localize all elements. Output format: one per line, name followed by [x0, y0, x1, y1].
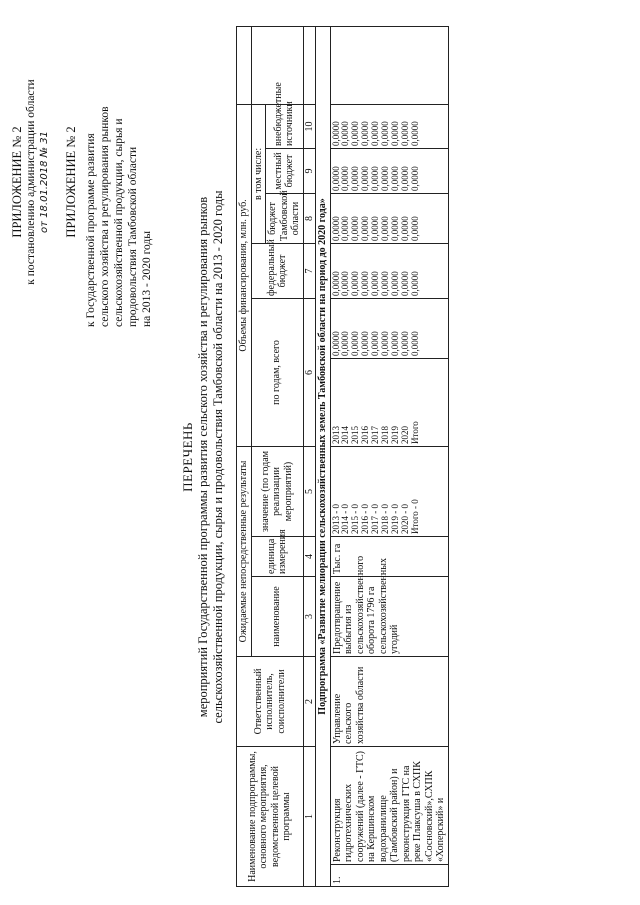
list-item: 2013 — [330, 425, 341, 444]
list-item: 0,0000 — [340, 271, 351, 296]
appendix-title: ПРИЛОЖЕНИЕ № 2 — [10, 126, 24, 238]
list-item: 0,0000 — [389, 331, 400, 356]
rotated-content — [4, 27, 604, 887]
section-title: Подпрограмма «Развитие мелиорации сельскохозяйственных земель Тамбовской области на период до 2020 года» — [316, 26, 331, 886]
header-result-name: наименование — [251, 576, 303, 656]
list-item: 0,0000 — [370, 331, 381, 356]
program-line: к Государственной программе развития — [85, 133, 97, 327]
list-item: 0,0000 — [370, 271, 381, 296]
list-item: 2020 — [399, 425, 410, 444]
list-item: 0,0000 — [330, 166, 341, 191]
list-item: 0,0000 — [350, 216, 361, 241]
list-item: 0,0000 — [330, 121, 341, 146]
list-item: 0,0000 — [389, 121, 400, 146]
program-line: продовольствия Тамбовской области — [127, 146, 139, 327]
list-item: 0,0000 — [370, 216, 381, 241]
row-name: Реконструкция гидротехнических сооружений (далее - ГТС) на Кершинском водохранилище (Тамбовский район) и реконструкция ГТС на реке Плаксуша в СХПК «Сосновский»,СХПК «Хоперский» и — [330, 746, 448, 864]
row-result-name: Предотвращение выбытия из сельскохозяйственного оборота 1796 га сельскохозяйственных угодий — [330, 576, 448, 656]
header-executor: Ответственный исполнитель, соисполнители — [237, 656, 304, 746]
header-expected-results: Ожидаемые непосредственные результаты — [237, 446, 252, 656]
column-number: 5 — [303, 446, 316, 536]
list-item: 0,0000 — [409, 121, 420, 146]
list-item: 0,0000 — [360, 331, 371, 356]
program-line: сельскохозяйственной продукции, сырья и — [113, 118, 125, 327]
column-number: 8 — [303, 193, 316, 243]
program-line: на 2013 - 2020 годы — [141, 230, 153, 327]
header-unit: единица измерения — [251, 536, 303, 576]
header-empty — [303, 26, 316, 104]
row-by-years-total — [330, 298, 448, 358]
list-item: 0,0000 — [370, 121, 381, 146]
decree-line: к постановлению администрации области — [25, 79, 37, 285]
column-number: 4 — [303, 536, 316, 576]
list-item: 0,0000 — [330, 216, 341, 241]
table-row — [330, 26, 448, 886]
document-title: ПЕРЕЧЕНЬ — [180, 422, 195, 492]
list-item: 0,0000 — [350, 121, 361, 146]
list-item: 0,0000 — [370, 166, 381, 191]
handwritten-date: от 18.01.2018 № 31 — [39, 131, 50, 233]
list-item: 2014 - 0 — [340, 503, 351, 534]
list-item: 0,0000 — [350, 271, 361, 296]
list-item: 0,0000 — [389, 216, 400, 241]
list-item: 2013 - 0 — [330, 503, 341, 534]
row-federal — [330, 243, 448, 298]
list-item: 0,0000 — [409, 331, 420, 356]
column-number: 9 — [303, 148, 316, 193]
column-number: 1 — [303, 746, 316, 886]
column-number: 7 — [303, 243, 316, 298]
list-item: 0,0000 — [380, 271, 391, 296]
list-item: Итого — [409, 421, 420, 444]
list-item: 0,0000 — [340, 166, 351, 191]
appendix-title-2: ПРИЛОЖЕНИЕ № 2 — [64, 126, 78, 238]
column-number: 6 — [303, 298, 316, 446]
list-item: 0,0000 — [389, 271, 400, 296]
list-item: 0,0000 — [399, 121, 410, 146]
row-unit: Тыс. га — [330, 536, 448, 576]
list-item: 0,0000 — [360, 166, 371, 191]
row-empty — [330, 26, 448, 104]
list-item: 0,0000 — [409, 166, 420, 191]
list-item: 0,0000 — [350, 166, 361, 191]
list-item: 2015 — [350, 425, 361, 444]
list-item: 2016 - 0 — [360, 503, 371, 534]
list-item: 2020 - 0 — [399, 503, 410, 534]
list-item: 0,0000 — [340, 216, 351, 241]
list-item: 0,0000 — [380, 331, 391, 356]
column-number: 3 — [303, 576, 316, 656]
list-item: 0,0000 — [399, 271, 410, 296]
header-local: местный бюджет — [266, 148, 304, 193]
row-extra — [330, 104, 448, 148]
list-item: 2018 — [380, 425, 391, 444]
row-executor: Управление сельского хозяйства области — [330, 656, 448, 746]
row-number: 1. — [330, 865, 448, 887]
header-row — [237, 26, 252, 886]
list-item: 2016 — [360, 425, 371, 444]
program-line: сельского хозяйства и регулирования рынков — [99, 106, 111, 327]
header-extra: внебюджетные источники — [266, 104, 304, 148]
list-item: 0,0000 — [409, 271, 420, 296]
list-item: 0,0000 — [340, 121, 351, 146]
list-item: 2014 — [340, 425, 351, 444]
header-by-years: по годам, всего — [251, 298, 303, 446]
list-item: 2017 — [370, 425, 381, 444]
list-item: 0,0000 — [380, 216, 391, 241]
list-item: 2015 - 0 — [350, 503, 361, 534]
header-empty — [237, 26, 252, 104]
list-item: 0,0000 — [330, 271, 341, 296]
header-value: значение (по годам реализации мероприятий) — [251, 446, 303, 536]
list-item: 0,0000 — [399, 331, 410, 356]
list-item: 0,0000 — [330, 331, 341, 356]
list-item: 0,0000 — [360, 121, 371, 146]
list-item: 2019 — [389, 425, 400, 444]
list-item: 0,0000 — [409, 216, 420, 241]
list-item: 0,0000 — [389, 166, 400, 191]
list-item: 0,0000 — [350, 331, 361, 356]
appendix-header — [10, 37, 154, 327]
row-regional — [330, 193, 448, 243]
list-item: 0,0000 — [340, 331, 351, 356]
list-item: 0,0000 — [380, 166, 391, 191]
document-subtitle-2: сельскохозяйственной продукции, сырья и продовольствия Тамбовской области на 2013 - 2020 годы — [211, 190, 225, 724]
column-number-row — [303, 26, 316, 886]
measures-table — [236, 26, 449, 887]
list-item: 0,0000 — [360, 216, 371, 241]
list-item: 2017 - 0 — [370, 503, 381, 534]
document-subtitle-1: мероприятий Государственной программы развития сельского хозяйства и регулирования рынков — [196, 196, 210, 718]
header-federal: федеральный бюджет — [251, 243, 303, 298]
row-values — [330, 446, 448, 536]
list-item: 2019 - 0 — [389, 503, 400, 534]
header-name: Наименование подпрограммы, основного мероприятия, ведомственной целевой программы — [237, 746, 304, 886]
row-local — [330, 148, 448, 193]
section-row — [316, 26, 331, 886]
list-item: Итого - 0 — [409, 499, 420, 534]
document-titles — [180, 27, 226, 887]
column-number: 2 — [303, 656, 316, 746]
header-regional: бюджет Тамбовской области — [266, 193, 304, 243]
list-item: 0,0000 — [399, 166, 410, 191]
list-item: 2018 - 0 — [380, 503, 391, 534]
column-number: 10 — [303, 104, 316, 148]
header-including: в том числе: — [251, 104, 266, 243]
list-item: 0,0000 — [380, 121, 391, 146]
list-item: 0,0000 — [399, 216, 410, 241]
header-funding: Объемы финансирования, млн. руб. — [237, 104, 252, 446]
list-item: 0,0000 — [360, 271, 371, 296]
row-years — [330, 358, 448, 446]
